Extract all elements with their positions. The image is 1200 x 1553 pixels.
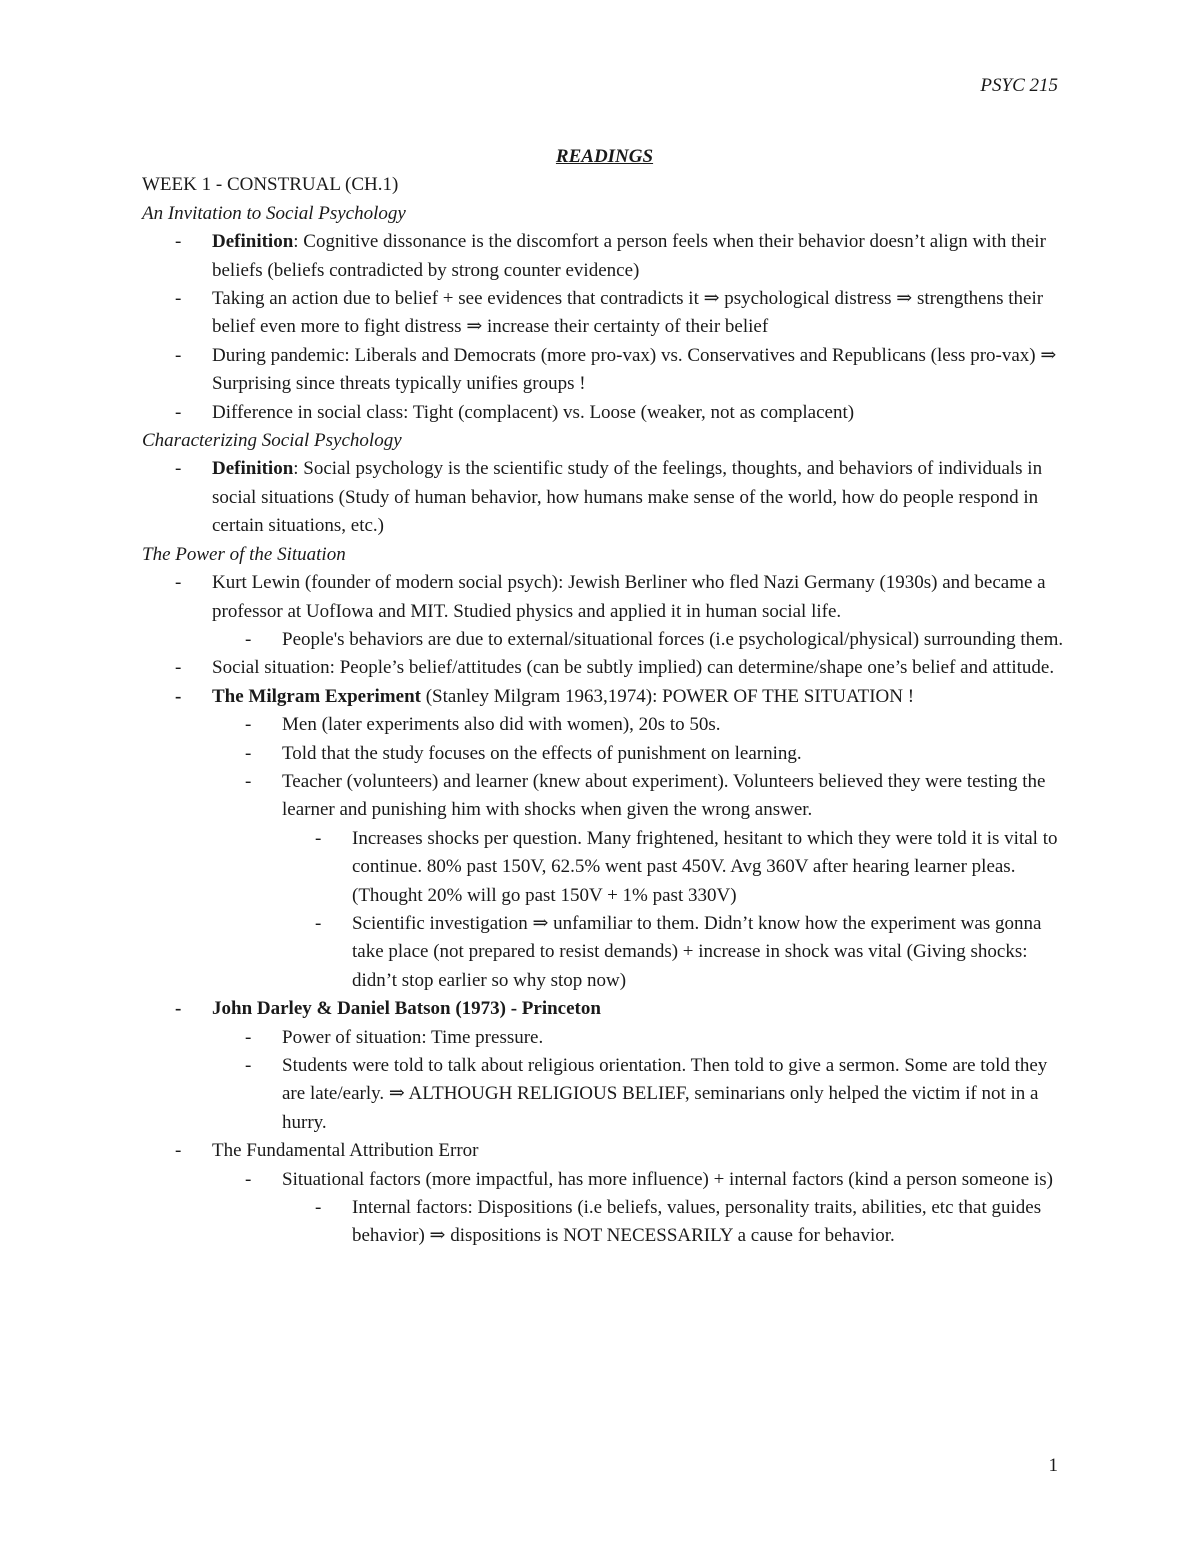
item-text: : Cognitive dissonance is the discomfort a person feels when their behavior doesn’t align with their beliefs (beliefs contradicted by strong counter evidence) <box>212 231 1046 281</box>
list-item <box>142 995 1067 1137</box>
bullet-dash: - <box>245 742 252 764</box>
sub-sub-bullet-list <box>282 1194 1067 1251</box>
bullet-dash: - <box>175 1140 182 1162</box>
list-item <box>142 228 1067 285</box>
list-item <box>142 569 1067 654</box>
list-item <box>142 342 1067 399</box>
list-item <box>142 1137 1067 1251</box>
item-text: Kurt Lewin (founder of modern social psych): Jewish Berliner who fled Nazi Germany (1930s) and became a professor at UofIowa and MIT. Studied physics and applied it in human social life. <box>212 572 1046 622</box>
list-item <box>282 910 1067 995</box>
item-lead: Definition <box>212 458 294 480</box>
bullet-dash: - <box>175 998 182 1020</box>
item-text: Teacher (volunteers) and learner (knew about experiment). Volunteers believed they were testing the learner and punishing him with shocks when given the wrong answer. <box>282 770 1046 821</box>
sub-bullet-list <box>212 1166 1067 1251</box>
item-text: People's behaviors are due to external/situational forces (i.e psychological/physical) surrounding them. <box>282 628 1064 650</box>
item-text: Increases shocks per question. Many frightened, hesitant to which they were told it is vital to continue. 80% past 150V, 62.5% went past 450V. Avg 360V after hearing learner pleas. (Thought 20% will go past 150V + 1% past 330V) <box>352 827 1058 906</box>
bullet-list <box>142 569 1067 1251</box>
page-content <box>142 143 1067 1251</box>
bullet-dash: - <box>175 288 182 310</box>
item-text: Men (later experiments also did with women), 20s to 50s. <box>282 714 721 736</box>
bullet-dash: - <box>245 1026 252 1048</box>
sub-sub-bullet-list <box>282 825 1067 995</box>
item-text: Internal factors: Dispositions (i.e beliefs, values, personality traits, abilities, etc that guides behavior) ⇒ dispositions is NOT NECESSARILY a cause for behavior. <box>352 1197 1042 1247</box>
item-text: Difference in social class: Tight (complacent) vs. Loose (weaker, not as complacent) <box>212 401 855 423</box>
item-text: Social situation: People’s belief/attitudes (can be subtly implied) can determine/shape one’s belief and attitude. <box>212 657 1055 679</box>
sub-bullet-list <box>212 1024 1067 1138</box>
bullet-dash: - <box>175 231 182 253</box>
item-lead: Definition <box>212 231 294 253</box>
section-heading: The Power of the Situation <box>142 543 346 565</box>
item-text: Situational factors (more impactful, has more influence) + internal factors (kind a person someone is) <box>282 1168 1053 1190</box>
list-item <box>142 399 1067 427</box>
bullet-list <box>142 228 1067 427</box>
week-heading: WEEK 1 - CONSTRUAL (CH.1) <box>142 174 399 196</box>
bullet-dash: - <box>315 912 322 934</box>
item-text: Told that the study focuses on the effects of punishment on learning. <box>282 742 802 764</box>
bullet-dash: - <box>245 628 252 650</box>
item-text: During pandemic: Liberals and Democrats (more pro-vax) vs. Conservatives and Republicans (less pro-vax) ⇒ Surprising since threats typically unifies groups ! <box>212 344 1057 395</box>
sub-bullet-list <box>212 711 1067 995</box>
bullet-dash: - <box>315 827 322 849</box>
item-lead: The Milgram Experiment <box>212 685 421 707</box>
bullet-dash: - <box>175 685 182 707</box>
section-heading: An Invitation to Social Psychology <box>142 202 406 224</box>
list-item <box>212 1024 1067 1052</box>
item-lead: John Darley & Daniel Batson (1973) - Princeton <box>212 998 601 1020</box>
list-item <box>212 1166 1067 1251</box>
list-item <box>142 455 1067 540</box>
item-text: The Fundamental Attribution Error <box>212 1140 479 1162</box>
bullet-dash: - <box>175 458 182 480</box>
list-item <box>142 654 1067 682</box>
bullet-dash: - <box>175 572 182 594</box>
page-title: READINGS <box>555 146 654 167</box>
item-text: Taking an action due to belief + see evidences that contradicts it ⇒ psychological distress ⇒ strengthens their belief even more to fight distress ⇒ increase their certainty of their belief <box>212 288 1044 338</box>
item-text: Scientific investigation ⇒ unfamiliar to them. Didn’t know how the experiment was gonna take place (not prepared to resist demands) + increase in shock was vital (Giving shocks: didn’t stop earlier so why stop now) <box>352 912 1042 991</box>
item-text: Power of situation: Time pressure. <box>282 1026 544 1048</box>
section-heading: Characterizing Social Psychology <box>142 430 402 452</box>
bullet-list <box>142 455 1067 540</box>
list-item <box>212 1052 1067 1137</box>
list-item <box>142 285 1067 342</box>
list-item <box>282 1194 1067 1251</box>
page-number: 1 <box>1048 1455 1058 1476</box>
item-text: : Social psychology is the scientific study of the feelings, thoughts, and behaviors of individuals in social situations (Study of human behavior, how humans make sense of the world, how do people respond in certain situations, etc.) <box>212 458 1043 537</box>
course-header: PSYC 215 <box>980 75 1058 96</box>
list-item <box>212 768 1067 995</box>
bullet-dash: - <box>245 1055 252 1076</box>
bullet-dash: - <box>175 344 182 366</box>
bullet-dash: - <box>175 657 182 679</box>
bullet-dash: - <box>245 714 252 736</box>
bullet-dash: - <box>245 1168 252 1190</box>
sub-bullet-list <box>212 626 1067 654</box>
bullet-dash: - <box>245 770 252 792</box>
list-item <box>142 683 1067 995</box>
bullet-dash: - <box>175 401 182 423</box>
list-item <box>212 626 1067 654</box>
bullet-dash: - <box>315 1197 322 1219</box>
item-text: (Stanley Milgram 1963,1974): POWER OF THE SITUATION ! <box>420 685 915 707</box>
list-item <box>212 740 1067 768</box>
list-item <box>212 711 1067 739</box>
item-text: Students were told to talk about religious orientation. Then told to give a sermon. Some are told they are late/early. ⇒ ALTHOUGH RELIGIOUS BELIEF, seminarians only helped the victim if not in a hurry. <box>282 1055 1048 1133</box>
list-item <box>282 825 1067 910</box>
